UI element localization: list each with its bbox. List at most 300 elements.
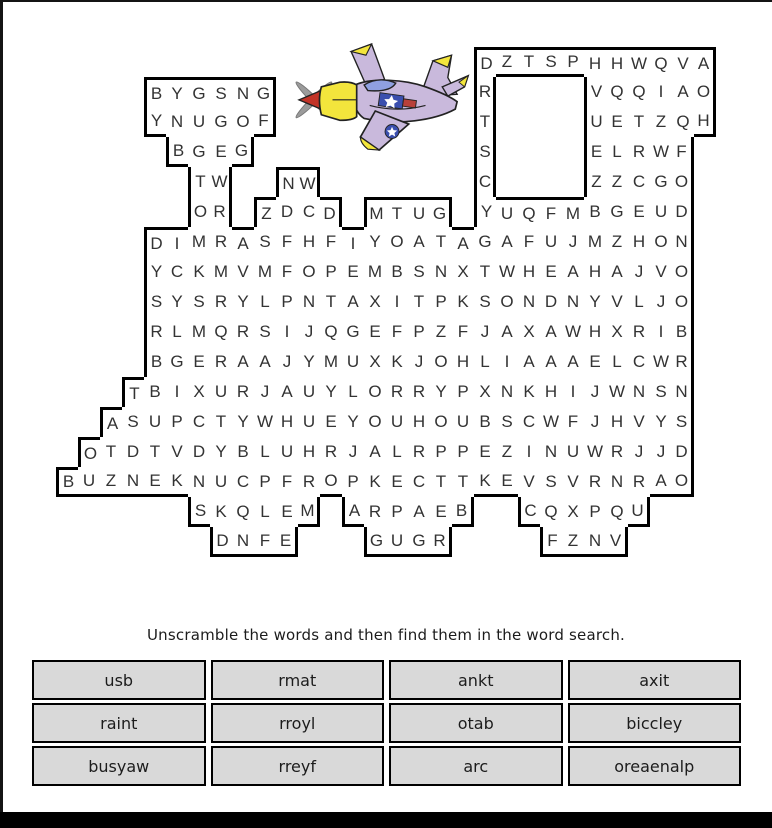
grid-cell: T — [320, 287, 342, 317]
grid-cell: J — [276, 347, 298, 377]
grid-cell: J — [408, 347, 430, 377]
grid-cell: N — [672, 227, 694, 257]
grid-cell: V — [584, 77, 606, 107]
grid-cell: J — [298, 317, 320, 347]
grid-cell: F — [452, 317, 474, 347]
grid-cell: L — [342, 377, 364, 407]
grid-cell: S — [122, 407, 144, 437]
grid-cell: I — [166, 227, 188, 257]
grid-cell: E — [276, 497, 298, 527]
grid-cell: U — [386, 527, 408, 557]
grid-cell: B — [452, 497, 474, 527]
grid-cell: L — [386, 437, 408, 467]
grid-cell: E — [364, 317, 386, 347]
grid-cell: A — [672, 77, 694, 107]
grid-cell: H — [452, 347, 474, 377]
grid-cell: R — [210, 227, 232, 257]
grid-cell: R — [320, 437, 342, 467]
grid-cell: O — [298, 257, 320, 287]
grid-cell: G — [364, 527, 386, 557]
grid-cell: I — [276, 317, 298, 347]
grid-cell: T — [430, 467, 452, 497]
grid-cell: T — [452, 467, 474, 497]
grid-cell: Y — [320, 377, 342, 407]
grid-cell: U — [562, 437, 584, 467]
grid-cell: R — [408, 377, 430, 407]
grid-cell: A — [694, 47, 716, 77]
grid-cell: F — [386, 317, 408, 347]
grid-cell: Y — [584, 287, 606, 317]
grid-cell: N — [232, 77, 254, 107]
grid-cell: N — [562, 287, 584, 317]
grid-cell: K — [210, 497, 232, 527]
grid-cell: H — [694, 107, 716, 137]
grid-cell: H — [408, 407, 430, 437]
grid-cell: M — [298, 497, 320, 527]
grid-cell: T — [430, 227, 452, 257]
grid-cell: B — [144, 347, 166, 377]
grid-cell: E — [628, 197, 650, 227]
grid-cell: Y — [166, 287, 188, 317]
grid-cell: O — [232, 107, 254, 137]
grid-cell: U — [298, 377, 320, 407]
grid-cell: M — [584, 227, 606, 257]
grid-cell: O — [320, 467, 342, 497]
grid-cell: S — [144, 287, 166, 317]
grid-cell: R — [232, 377, 254, 407]
grid-cell: P — [452, 377, 474, 407]
grid-cell: K — [474, 467, 496, 497]
grid-cell: R — [386, 377, 408, 407]
grid-cell: I — [386, 287, 408, 317]
grid-cell: E — [474, 437, 496, 467]
grid-cell: Z — [606, 167, 628, 197]
grid-cell: B — [232, 437, 254, 467]
grid-cell: G — [474, 227, 496, 257]
word-bank-table — [32, 660, 741, 786]
word-bank-cell: biccley — [568, 703, 742, 743]
grid-cell: U — [628, 497, 650, 527]
grid-cell: C — [408, 467, 430, 497]
grid-cell: D — [320, 197, 342, 227]
grid-cell: V — [562, 467, 584, 497]
grid-cell: B — [166, 137, 188, 167]
grid-cell: X — [364, 287, 386, 317]
grid-cell: A — [342, 497, 364, 527]
grid-cell: Y — [650, 407, 672, 437]
grid-cell: S — [474, 137, 496, 167]
grid-cell: A — [496, 227, 518, 257]
grid-cell: M — [254, 257, 276, 287]
grid-cell: Q — [210, 317, 232, 347]
grid-cell: D — [672, 197, 694, 227]
grid-cell: K — [518, 377, 540, 407]
grid-cell: X — [518, 317, 540, 347]
grid-cell: L — [254, 437, 276, 467]
grid-cell: H — [584, 47, 606, 77]
word-bank-cell: raint — [32, 703, 206, 743]
grid-cell: F — [518, 227, 540, 257]
word-bank-cell: rroyl — [211, 703, 385, 743]
grid-cell: H — [540, 377, 562, 407]
grid-cell: T — [474, 257, 496, 287]
grid-cell: H — [276, 407, 298, 437]
grid-cell: W — [650, 137, 672, 167]
grid-cell: X — [188, 377, 210, 407]
grid-cell: L — [254, 497, 276, 527]
grid-cell: Q — [320, 317, 342, 347]
grid-cell: D — [144, 227, 166, 257]
grid-cell: E — [276, 527, 298, 557]
grid-cell: R — [628, 467, 650, 497]
grid-cell: Y — [474, 197, 496, 227]
grid-cell: M — [210, 257, 232, 287]
grid-cell: O — [364, 407, 386, 437]
grid-cell: S — [254, 227, 276, 257]
grid-cell: Y — [342, 407, 364, 437]
grid-cell: X — [562, 497, 584, 527]
grid-cell: U — [540, 227, 562, 257]
grid-cell: X — [606, 317, 628, 347]
grid-cell: X — [364, 347, 386, 377]
grid-cell: Y — [364, 227, 386, 257]
grid-cell: F — [320, 227, 342, 257]
word-bank-cell: usb — [32, 660, 206, 700]
grid-cell: O — [364, 377, 386, 407]
grid-cell: E — [386, 467, 408, 497]
grid-cell: L — [606, 347, 628, 377]
grid-cell: C — [518, 497, 540, 527]
grid-cell: Z — [584, 167, 606, 197]
grid-cell: O — [188, 197, 210, 227]
word-bank-cell: busyaw — [32, 746, 206, 786]
grid-cell: O — [650, 227, 672, 257]
grid-cell: J — [254, 377, 276, 407]
grid-cell: P — [430, 437, 452, 467]
grid-cell: N — [232, 527, 254, 557]
grid-cell: E — [540, 257, 562, 287]
grid-cell: K — [166, 467, 188, 497]
grid-cell: U — [452, 407, 474, 437]
grid-cell: A — [496, 317, 518, 347]
grid-cell: G — [232, 137, 254, 167]
grid-cell: B — [386, 257, 408, 287]
grid-cell: N — [430, 257, 452, 287]
grid-cell: D — [276, 197, 298, 227]
grid-cell: L — [166, 317, 188, 347]
grid-cell: J — [474, 317, 496, 347]
grid-cell: N — [672, 377, 694, 407]
grid-cell: B — [474, 407, 496, 437]
grid-cell: G — [606, 197, 628, 227]
grid-cell: G — [188, 77, 210, 107]
grid-cell: P — [320, 257, 342, 287]
grid-cell: T — [122, 377, 144, 407]
grid-cell: F — [562, 407, 584, 437]
grid-cell: J — [584, 407, 606, 437]
grid-cell: Q — [672, 107, 694, 137]
grid-cell: J — [342, 437, 364, 467]
grid-cell: P — [166, 407, 188, 437]
airplane-clipart — [286, 38, 472, 158]
grid-cell: F — [254, 107, 276, 137]
grid-cell: Z — [496, 47, 518, 77]
grid-cell: Y — [232, 287, 254, 317]
page-frame-bottom — [0, 812, 772, 828]
grid-cell: C — [232, 467, 254, 497]
grid-cell: Q — [540, 497, 562, 527]
grid-cell: U — [78, 467, 100, 497]
word-bank-cell: rreyf — [211, 746, 385, 786]
grid-cell: U — [144, 407, 166, 437]
grid-cell: P — [342, 467, 364, 497]
grid-cell: Z — [100, 467, 122, 497]
grid-cell: Q — [606, 497, 628, 527]
grid-cell: E — [188, 347, 210, 377]
grid-cell: T — [518, 47, 540, 77]
grid-cell: N — [584, 527, 606, 557]
grid-cell: A — [518, 347, 540, 377]
grid-cell: Y — [144, 257, 166, 287]
grid-cell: R — [210, 287, 232, 317]
grid-cell: O — [672, 257, 694, 287]
grid-cell: T — [408, 287, 430, 317]
grid-cell: W — [584, 437, 606, 467]
grid-cell: U — [342, 347, 364, 377]
grid-cell: Z — [254, 197, 276, 227]
grid-cell: D — [188, 437, 210, 467]
grid-cell: A — [562, 347, 584, 377]
grid-cell: A — [408, 227, 430, 257]
grid-cell: W — [606, 377, 628, 407]
grid-cell: H — [606, 47, 628, 77]
grid-cell: I — [166, 377, 188, 407]
grid-cell: A — [540, 317, 562, 347]
grid-cell: E — [144, 467, 166, 497]
grid-cell: N — [188, 467, 210, 497]
grid-cell: O — [694, 77, 716, 107]
grid-cell: J — [628, 437, 650, 467]
grid-cell: I — [518, 437, 540, 467]
grid-cell: B — [584, 197, 606, 227]
grid-cell: E — [210, 137, 232, 167]
grid-cell: J — [584, 377, 606, 407]
grid-cell: U — [408, 197, 430, 227]
grid-cell: Z — [496, 437, 518, 467]
grid-cell: E — [430, 497, 452, 527]
grid-cell: Q — [518, 197, 540, 227]
grid-cell: F — [672, 137, 694, 167]
grid-cell: W — [562, 317, 584, 347]
grid-cell: B — [144, 377, 166, 407]
grid-cell: M — [188, 317, 210, 347]
plane-wing-star — [385, 125, 399, 139]
grid-cell: D — [672, 437, 694, 467]
grid-cell: E — [342, 257, 364, 287]
grid-cell: U — [496, 197, 518, 227]
grid-cell: K — [188, 257, 210, 287]
grid-cell: C — [166, 257, 188, 287]
word-bank-cell: otab — [389, 703, 563, 743]
grid-cell: T — [210, 407, 232, 437]
grid-cell: P — [562, 47, 584, 77]
grid-cell: R — [298, 467, 320, 497]
grid-cell: K — [452, 287, 474, 317]
grid-cell: E — [320, 407, 342, 437]
grid-cell: V — [672, 47, 694, 77]
grid-cell: Y — [210, 437, 232, 467]
grid-cell: N — [628, 377, 650, 407]
grid-cell: A — [364, 437, 386, 467]
grid-cell: S — [408, 257, 430, 287]
grid-cell: Z — [650, 107, 672, 137]
grid-cell: R — [430, 527, 452, 557]
grid-cell: M — [320, 347, 342, 377]
grid-cell: S — [254, 317, 276, 347]
grid-cell: Y — [430, 377, 452, 407]
grid-cell: P — [386, 497, 408, 527]
grid-cell: Z — [562, 527, 584, 557]
grid-cell: B — [672, 317, 694, 347]
grid-cell: H — [298, 437, 320, 467]
grid-cell: S — [188, 287, 210, 317]
grid-cell: C — [518, 407, 540, 437]
grid-cell: S — [672, 407, 694, 437]
grid-cell: S — [210, 77, 232, 107]
grid-cell: N — [166, 107, 188, 137]
grid-cell: B — [144, 77, 166, 107]
grid-cell: K — [364, 467, 386, 497]
grid-cell: A — [276, 377, 298, 407]
grid-cell: Y — [298, 347, 320, 377]
grid-cell: U — [298, 407, 320, 437]
grid-cell: N — [518, 287, 540, 317]
grid-cell: S — [496, 407, 518, 437]
grid-cell: T — [100, 437, 122, 467]
grid-cell: E — [584, 347, 606, 377]
word-bank-cell: axit — [568, 660, 742, 700]
grid-cell: F — [276, 467, 298, 497]
grid-cell: R — [210, 347, 232, 377]
grid-cell: R — [606, 437, 628, 467]
grid-cell: Y — [144, 107, 166, 137]
grid-cell: S — [474, 287, 496, 317]
grid-cell: A — [232, 227, 254, 257]
grid-cell: N — [298, 287, 320, 317]
grid-cell: M — [188, 227, 210, 257]
grid-cell: P — [254, 467, 276, 497]
grid-cell: G — [166, 347, 188, 377]
grid-cell: I — [342, 227, 364, 257]
grid-cell: U — [210, 467, 232, 497]
grid-cell: V — [628, 407, 650, 437]
grid-cell: D — [474, 47, 496, 77]
grid-cell: O — [430, 407, 452, 437]
grid-cell: P — [430, 287, 452, 317]
grid-cell: X — [474, 377, 496, 407]
grid-cell: L — [254, 287, 276, 317]
grid-cell: U — [386, 407, 408, 437]
grid-cell: O — [386, 227, 408, 257]
grid-cell: L — [474, 347, 496, 377]
grid-cell: Z — [606, 227, 628, 257]
grid-cell: M — [364, 197, 386, 227]
grid-cell: R — [232, 317, 254, 347]
grid-cell: G — [430, 197, 452, 227]
grid-cell: R — [364, 497, 386, 527]
grid-cell: L — [606, 137, 628, 167]
grid-cell: U — [188, 107, 210, 137]
grid-cell: C — [298, 197, 320, 227]
grid-cell: U — [584, 107, 606, 137]
grid-cell: H — [584, 257, 606, 287]
grid-cell: A — [562, 257, 584, 287]
grid-cell: W — [628, 47, 650, 77]
grid-cell: M — [562, 197, 584, 227]
grid-cell: G — [210, 107, 232, 137]
grid-cell: O — [672, 467, 694, 497]
grid-cell: W — [496, 257, 518, 287]
grid-cell: Y — [232, 407, 254, 437]
grid-cell: U — [210, 377, 232, 407]
grid-cell: G — [650, 167, 672, 197]
grid-cell: H — [628, 227, 650, 257]
grid-cell: C — [628, 167, 650, 197]
grid-cell: R — [408, 437, 430, 467]
grid-cell: U — [650, 197, 672, 227]
grid-cell: O — [672, 167, 694, 197]
grid-cell: F — [540, 197, 562, 227]
grid-cell: G — [254, 77, 276, 107]
grid-cell: S — [188, 497, 210, 527]
grid-cell: V — [232, 257, 254, 287]
grid-cell: O — [78, 437, 100, 467]
grid-cell: Q — [650, 47, 672, 77]
grid-cell: W — [540, 407, 562, 437]
word-bank-cell: arc — [389, 746, 563, 786]
grid-cell: G — [408, 527, 430, 557]
grid-cell: A — [606, 257, 628, 287]
grid-cell: J — [650, 437, 672, 467]
grid-cell: B — [56, 467, 78, 497]
grid-cell: J — [650, 287, 672, 317]
grid-cell: A — [232, 347, 254, 377]
grid-cell: V — [518, 467, 540, 497]
grid-cell: R — [144, 317, 166, 347]
grid-cell: N — [606, 467, 628, 497]
grid-cell: S — [540, 467, 562, 497]
grid-cell: M — [364, 257, 386, 287]
grid-cell: R — [474, 77, 496, 107]
grid-cell: H — [606, 407, 628, 437]
grid-cell: T — [474, 107, 496, 137]
grid-cell: R — [672, 347, 694, 377]
grid-cell: T — [628, 107, 650, 137]
grid-cell: Z — [430, 317, 452, 347]
grid-cell: A — [342, 287, 364, 317]
grid-cell: C — [474, 167, 496, 197]
grid-cell: R — [628, 137, 650, 167]
grid-cell: R — [584, 467, 606, 497]
grid-cell: E — [584, 137, 606, 167]
grid-cell: J — [628, 257, 650, 287]
grid-cell: V — [606, 527, 628, 557]
grid-cell: G — [188, 137, 210, 167]
grid-cell: F — [254, 527, 276, 557]
grid-cell: D — [210, 527, 232, 557]
grid-cell: E — [606, 107, 628, 137]
grid-cell: V — [606, 287, 628, 317]
